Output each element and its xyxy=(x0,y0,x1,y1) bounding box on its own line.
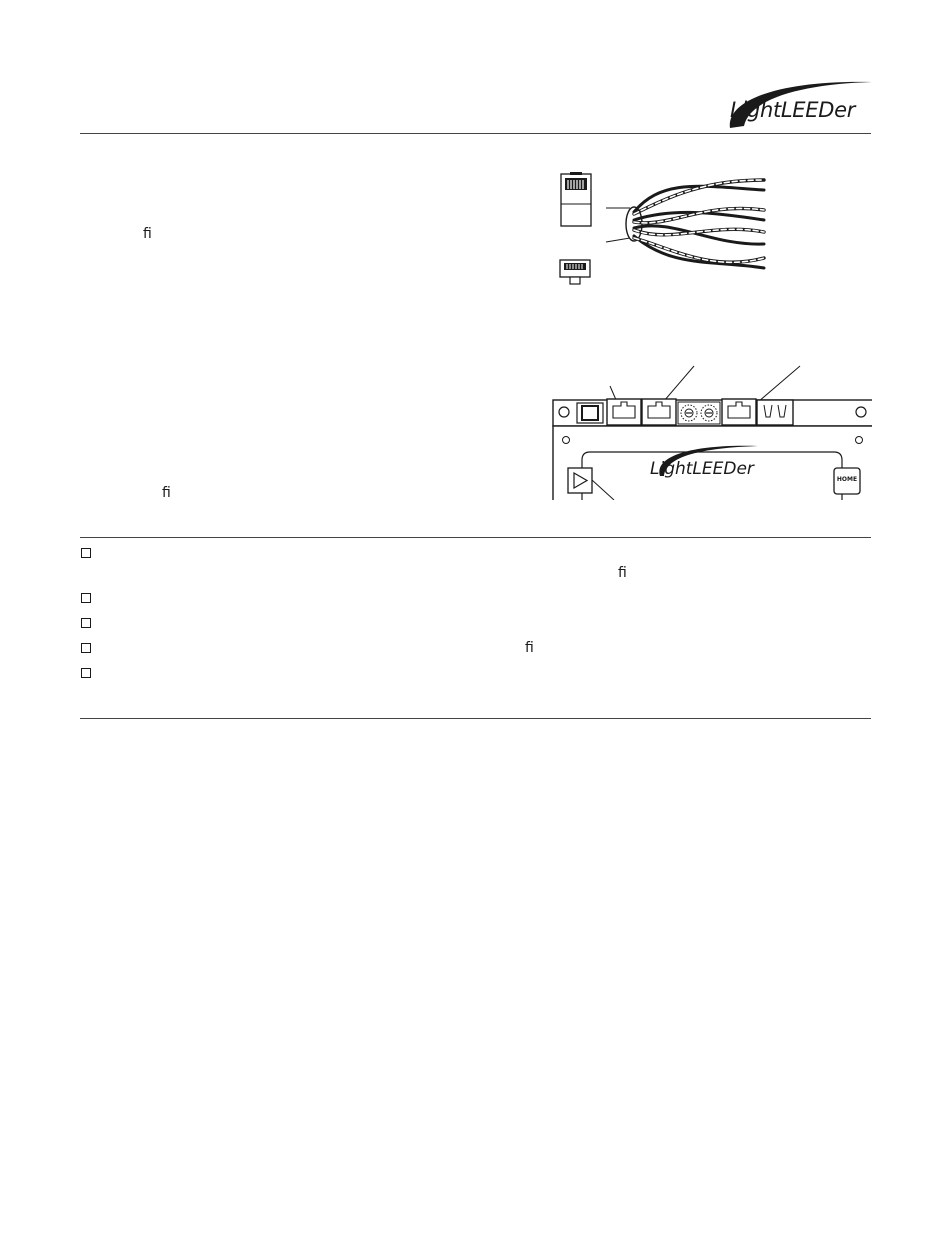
rj45-cable-figure xyxy=(552,168,774,292)
callout-line xyxy=(758,366,800,402)
twisted-pairs xyxy=(634,180,764,268)
rotary-switches xyxy=(678,402,720,424)
section-rule-top xyxy=(80,537,871,538)
mount-hole xyxy=(856,407,866,417)
rj45-plug-side xyxy=(561,172,591,226)
checkbox-4[interactable] xyxy=(81,643,91,653)
intro-ligature-1: ﬁ xyxy=(143,226,152,242)
rj45-port-2 xyxy=(642,399,676,425)
controller-panel-figure xyxy=(552,364,872,500)
leader-line xyxy=(606,238,630,242)
rj45-port-3 xyxy=(722,399,756,425)
panel-logo-text: LightLEEDer xyxy=(650,459,754,479)
checkbox-1[interactable] xyxy=(81,548,91,558)
mount-hole xyxy=(559,407,569,417)
checklist-ligature-1: ﬁ xyxy=(618,565,627,581)
checklist-ligature-4: ﬁ xyxy=(525,640,534,656)
controller-panel-drawing xyxy=(552,364,872,500)
section-rule-bottom xyxy=(80,718,871,719)
checkbox-3[interactable] xyxy=(81,618,91,628)
rj45-plug-end xyxy=(560,260,590,284)
logo-text: LightLEEDer xyxy=(730,98,856,122)
checkbox-2[interactable] xyxy=(81,593,91,603)
header-rule xyxy=(80,133,871,134)
home-button-label: HOME xyxy=(836,476,858,483)
intro-ligature-2: ﬁ xyxy=(162,485,171,501)
brand-logo xyxy=(724,76,872,132)
rj45-port-1 xyxy=(607,399,641,425)
checkbox-5[interactable] xyxy=(81,668,91,678)
usb-port xyxy=(757,400,793,425)
